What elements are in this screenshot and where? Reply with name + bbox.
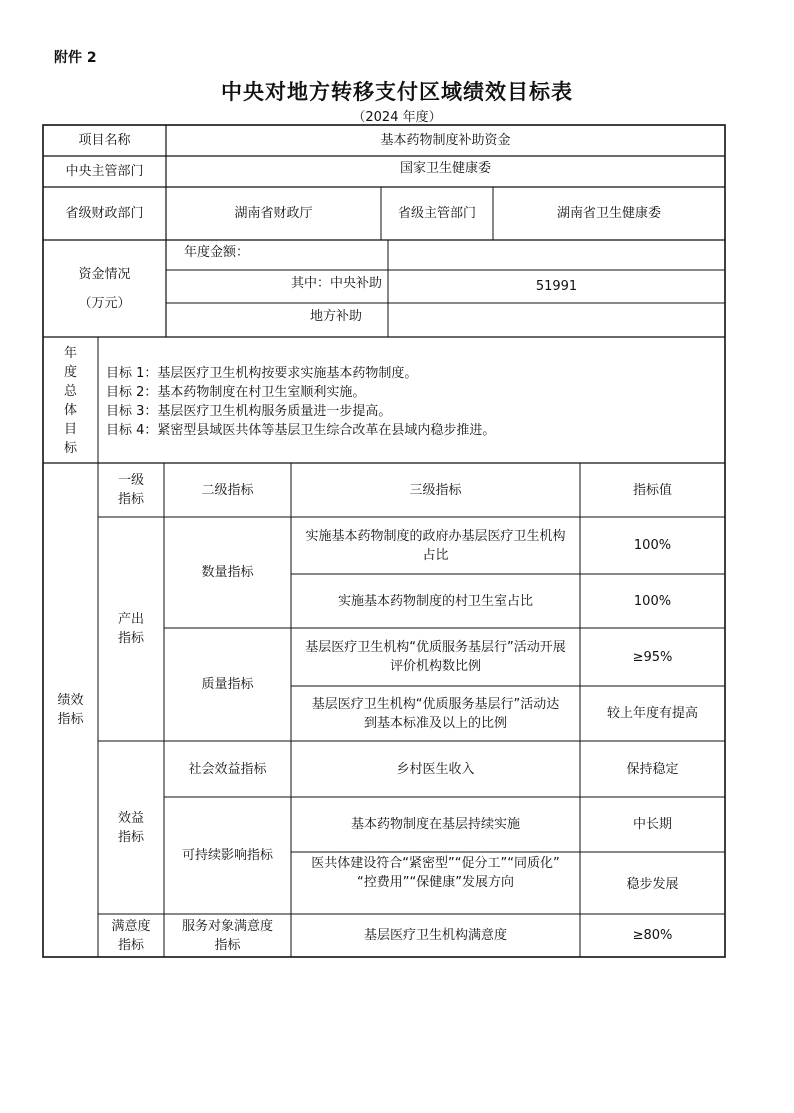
perf-label-line2: 指标 — [57, 712, 84, 727]
level3-line1: 乡村医生收入 — [396, 761, 475, 777]
year-subtitle: （2024 年度） — [352, 110, 442, 125]
benefit-line1: 效益 — [117, 810, 144, 826]
level3-line2: 评价机构数比例 — [389, 659, 481, 674]
annual-amount-label: 年度金额： — [184, 244, 250, 260]
indicator-value: 较上年度有提高 — [606, 706, 698, 721]
indicator-value: 中长期 — [632, 817, 672, 832]
local-subsidy-label: 地方补助 — [309, 309, 362, 324]
level3-indicator — [291, 574, 580, 628]
service-satisfaction-indicator — [164, 914, 291, 957]
goal-label-char: 总 — [63, 384, 77, 399]
perf-label — [43, 463, 98, 957]
satisfaction-indicator — [98, 914, 164, 957]
level3-line1: 基层医疗卫生机构“优质服务基层行”活动开展 — [305, 640, 566, 655]
goal-label-char: 标 — [63, 441, 77, 456]
level3-line2: “控费用”“保健康”发展方向 — [357, 875, 514, 890]
prov-finance-value: 湖南省财政厅 — [234, 206, 313, 221]
indicator-value: 100% — [633, 538, 672, 553]
central-dept-value: 国家卫生健康委 — [399, 160, 491, 176]
project-name-label: 项目名称 — [78, 133, 131, 148]
satis-line1: 满意度 — [111, 918, 151, 934]
level3-line1: 基层医疗卫生机构满意度 — [363, 928, 507, 943]
col-value-header: 指标值 — [632, 482, 672, 498]
satis-obj-line2: 指标 — [214, 937, 241, 953]
level3-line1: 基本药物制度在基层持续实施 — [350, 817, 520, 832]
output-line1: 产出 — [117, 612, 144, 627]
prov-finance-label: 省级财政部门 — [65, 206, 144, 221]
level3-indicator — [291, 797, 580, 852]
goal-item: 目标 2：基本药物制度在村卫生室顺利实施。 — [106, 385, 366, 400]
indicator-value: ≥80% — [632, 928, 673, 943]
central-subsidy-value: 51991 — [535, 279, 578, 294]
sustainability-indicator: 可持续影响指标 — [181, 848, 273, 863]
level3-indicator — [291, 852, 580, 894]
level3-line1: 实施基本药物制度的政府办基层医疗卫生机构 — [305, 528, 566, 544]
local-subsidy-value — [388, 303, 725, 337]
funds-label — [43, 240, 166, 337]
goal-item: 目标 3：基层医疗卫生机构服务质量进一步提高。 — [106, 404, 392, 419]
funds-label-line2: （万元） — [78, 295, 131, 311]
perf-label-line1: 绩效 — [57, 693, 84, 708]
indicator-value: 保持稳定 — [626, 761, 679, 777]
goal-label-char: 年 — [63, 346, 77, 361]
indicator-value: ≥95% — [632, 649, 673, 665]
goal-label-char: 度 — [63, 365, 77, 380]
goal-label-char: 体 — [63, 403, 77, 418]
satis-line2: 指标 — [117, 937, 144, 953]
level3-line2: 到基本标准及以上的比例 — [363, 715, 507, 731]
attachment-label: 附件 2 — [54, 50, 97, 66]
output-indicator — [98, 517, 164, 741]
benefit-line2: 指标 — [117, 829, 144, 845]
indicator-value: 稳步发展 — [626, 877, 679, 892]
col-level1-line2: 指标 — [117, 492, 144, 507]
quality-indicator: 质量指标 — [201, 677, 254, 692]
annual-goals-list — [106, 364, 495, 440]
annual-goals-label — [43, 340, 98, 462]
social-benefit-indicator: 社会效益指标 — [188, 761, 267, 777]
level3-indicator — [291, 914, 580, 957]
central-dept-label: 中央主管部门 — [65, 164, 144, 179]
level3-line1: 医共体建设符合“紧密型”“促分工”“同质化” — [311, 856, 560, 871]
funds-label-line1: 资金情况 — [78, 266, 131, 282]
satis-obj-line1: 服务对象满意度 — [181, 918, 273, 934]
level3-indicator — [291, 517, 580, 574]
col-level2-header: 二级指标 — [201, 482, 254, 498]
prov-dept-label: 省级主管部门 — [397, 206, 476, 221]
col-level1-header — [98, 463, 164, 517]
goal-label-char: 目 — [63, 422, 77, 437]
indicator-value: 100% — [633, 593, 672, 609]
goal-item: 目标 1：基层医疗卫生机构按要求实施基本药物制度。 — [106, 366, 418, 381]
col-level1-line1: 一级 — [117, 473, 144, 488]
level3-line1: 实施基本药物制度的村卫生室占比 — [337, 593, 533, 609]
col-level3-header: 三级指标 — [409, 482, 462, 498]
level3-indicator — [291, 686, 580, 741]
central-subsidy-label: 其中：中央补助 — [290, 276, 382, 291]
project-name-value: 基本药物制度补助资金 — [380, 133, 511, 148]
goal-item: 目标 4：紧密型县域医共体等基层卫生综合改革在县域内稳步推进。 — [106, 423, 496, 438]
output-line2: 指标 — [117, 631, 144, 646]
benefit-indicator — [98, 741, 164, 914]
page-title: 中央对地方转移支付区域绩效目标表 — [221, 80, 573, 104]
prov-dept-value: 湖南省卫生健康委 — [556, 206, 661, 221]
quantity-indicator: 数量指标 — [201, 565, 254, 580]
level3-line2: 占比 — [422, 547, 449, 563]
level3-indicator — [291, 741, 580, 797]
level3-indicator — [291, 628, 580, 686]
level3-line1: 基层医疗卫生机构“优质服务基层行”活动达 — [311, 696, 560, 712]
